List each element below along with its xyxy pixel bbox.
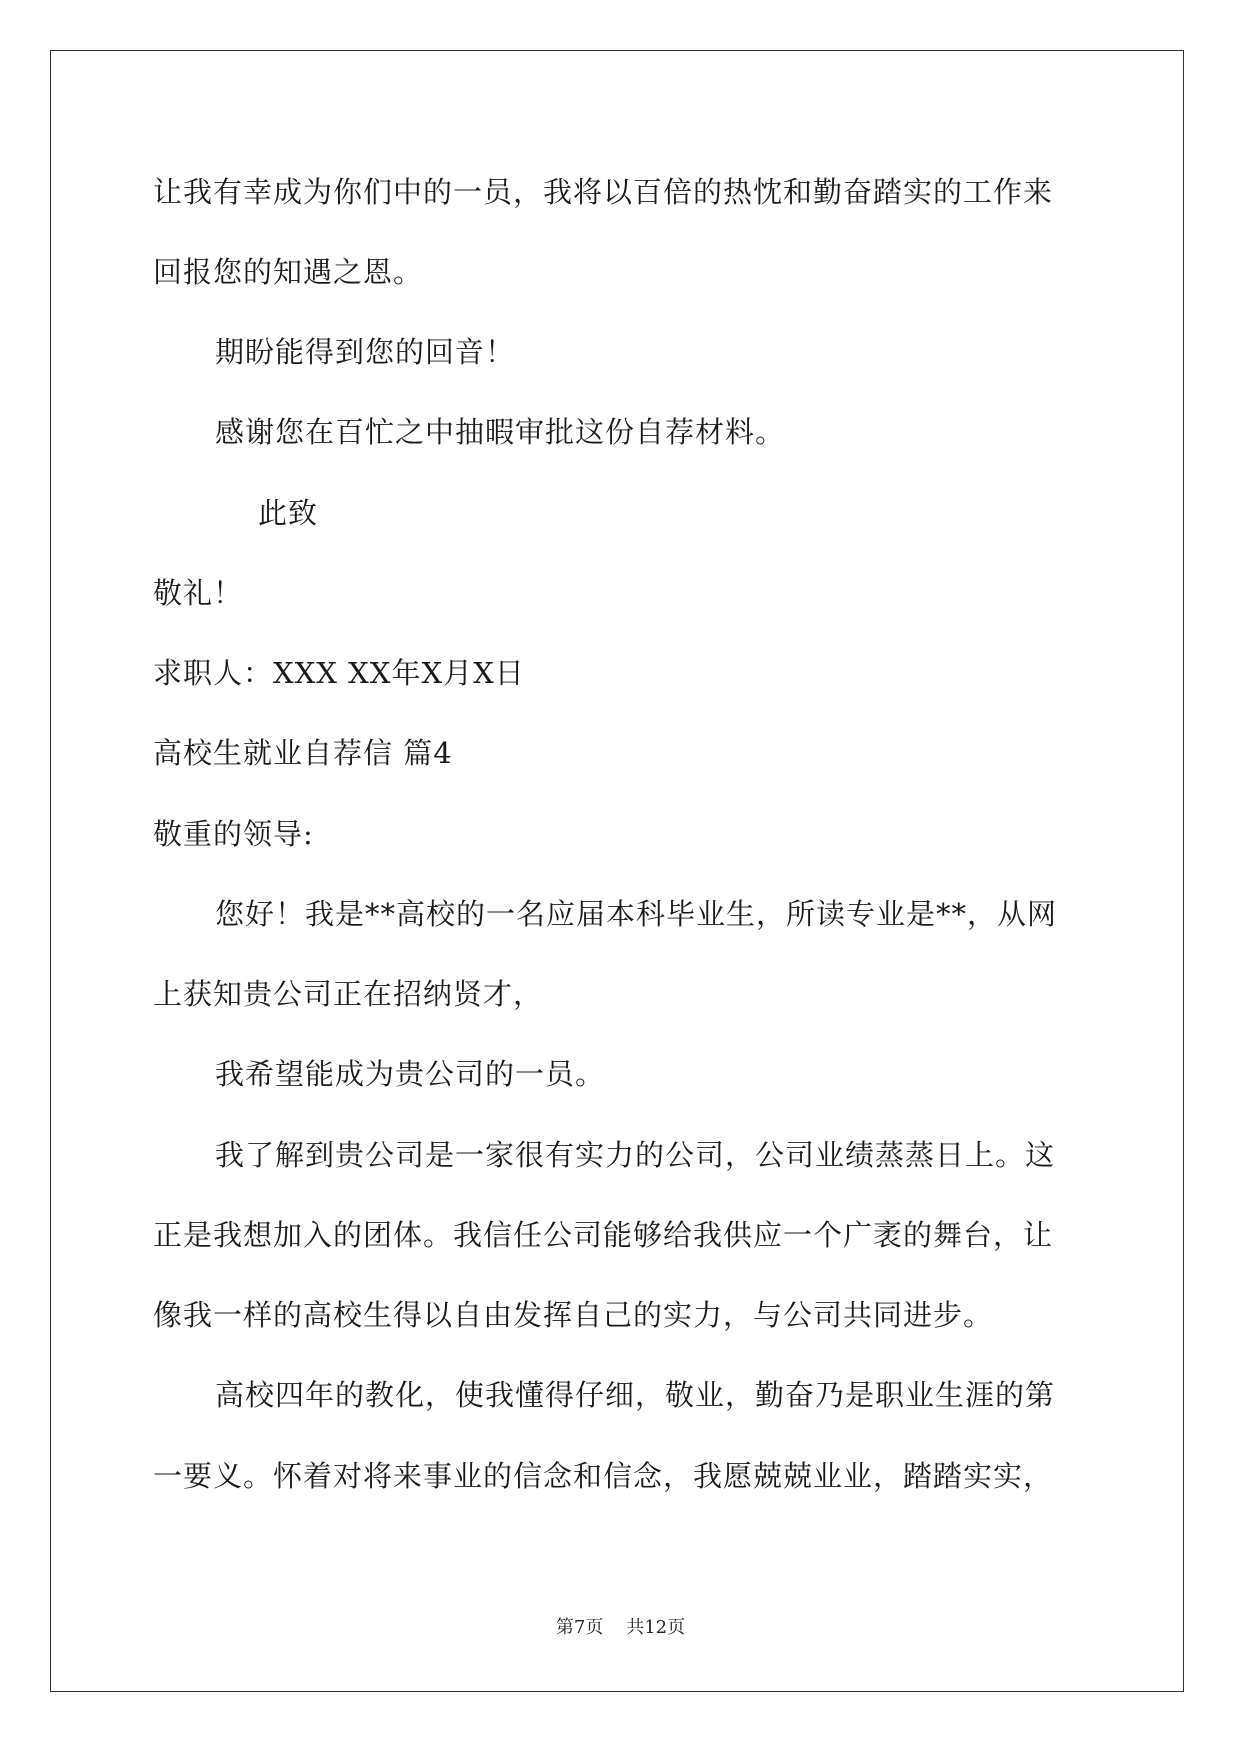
page-border — [50, 50, 1184, 1692]
closing-line: 此致 — [258, 496, 319, 530]
paragraph-line: 一要义。怀着对将来事业的信念和信念，我愿兢兢业业，踏踏实实， — [153, 1459, 1054, 1493]
page-footer — [0, 1616, 1241, 1640]
paragraph-line: 上获知贵公司正在招纳贤才， — [153, 977, 544, 1011]
paragraph-line: 高校四年的教化，使我懂得仔细，敬业，勤奋乃是职业生涯的第 — [215, 1378, 1056, 1412]
closing-salute: 敬礼！ — [153, 576, 244, 610]
signature-line: 求职人：XXX XX年X月X日 — [153, 656, 525, 690]
paragraph-line: 回报您的知遇之恩。 — [153, 255, 424, 289]
paragraph-line: 像我一样的高校生得以自由发挥自己的实力，与公司共同进步。 — [153, 1298, 994, 1332]
salutation: 敬重的领导: — [153, 817, 314, 851]
paragraph-line: 让我有幸成为你们中的一员，我将以百倍的热忱和勤奋踏实的工作来 — [153, 175, 1054, 209]
paragraph-line: 正是我想加入的团体。我信任公司能够给我供应一个广袤的舞台，让 — [153, 1218, 1054, 1252]
paragraph-line: 您好！我是**高校的一名应届本科毕业生，所读专业是**，从网 — [215, 897, 1058, 931]
paragraph-line: 期盼能得到您的回音！ — [215, 335, 516, 369]
section-heading: 高校生就业自荐信 篇4 — [153, 736, 453, 770]
page-number: 第7页 — [555, 1617, 604, 1638]
paragraph-line: 我了解到贵公司是一家很有实力的公司，公司业绩蒸蒸日上。这 — [215, 1138, 1056, 1172]
paragraph-line: 感谢您在百忙之中抽暇审批这份自荐材料。 — [215, 415, 786, 449]
page-total: 共12页 — [626, 1617, 686, 1638]
paragraph-line: 我希望能成为贵公司的一员。 — [215, 1057, 606, 1091]
